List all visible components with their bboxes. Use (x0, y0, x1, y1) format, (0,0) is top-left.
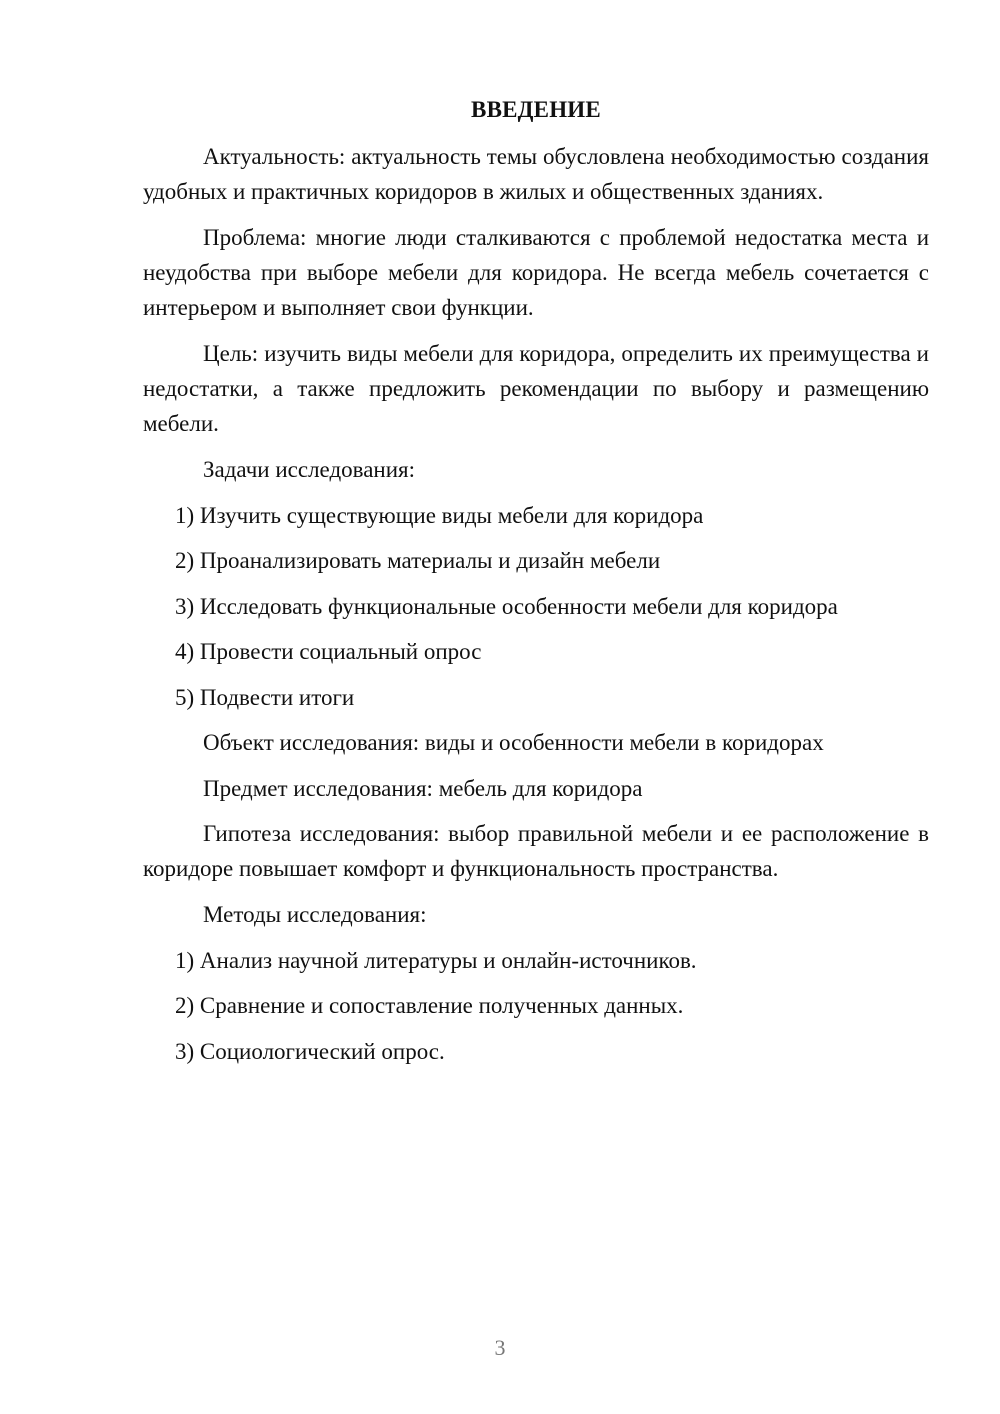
task-item: 1) Изучить существующие виды мебели для коридора (175, 502, 704, 528)
goal-paragraph: Цель: изучить виды мебели для коридора, определить их преимущества и недостатки, а также предложить рекомендации по выбору и размещению мебели. (143, 341, 929, 436)
method-item: 2) Сравнение и сопоставление полученных данных. (175, 993, 684, 1018)
research-object: Объект исследования: виды и особенности мебели в коридорах (203, 730, 824, 755)
section-title: ВВЕДЕНИЕ (471, 97, 601, 122)
tasks-heading: Задачи исследования: (203, 457, 416, 482)
methods-heading: Методы исследования: (203, 902, 427, 927)
page-number: 3 (494, 1335, 506, 1360)
relevance-paragraph: Актуальность: актуальность темы обусловлена необходимостью создания удобных и практичных коридоров в жилых и общественных зданиях. (143, 144, 929, 204)
problem-paragraph: Проблема: многие люди сталкиваются с проблемой недостатка места и неудобства при выборе мебели для коридора. Не всегда мебель сочетается с интерьером и выполняет свои функции. (143, 225, 929, 320)
page-content (143, 95, 929, 1079)
task-item: 5) Подвести итоги (175, 684, 355, 710)
hypothesis-paragraph: Гипотеза исследования: выбор правильной мебели и ее расположение в коридоре повышает комфорт и функциональность пространства. (143, 821, 929, 881)
research-subject: Предмет исследования: мебель для коридора (203, 775, 643, 801)
method-item: 1) Анализ научной литературы и онлайн-источников. (175, 947, 697, 973)
task-item: 3) Исследовать функциональные особенности мебели для коридора (175, 593, 838, 619)
task-item: 4) Провести социальный опрос (175, 639, 482, 664)
task-item: 2) Проанализировать материалы и дизайн мебели (175, 548, 661, 573)
method-item: 3) Социологический опрос. (175, 1038, 445, 1064)
